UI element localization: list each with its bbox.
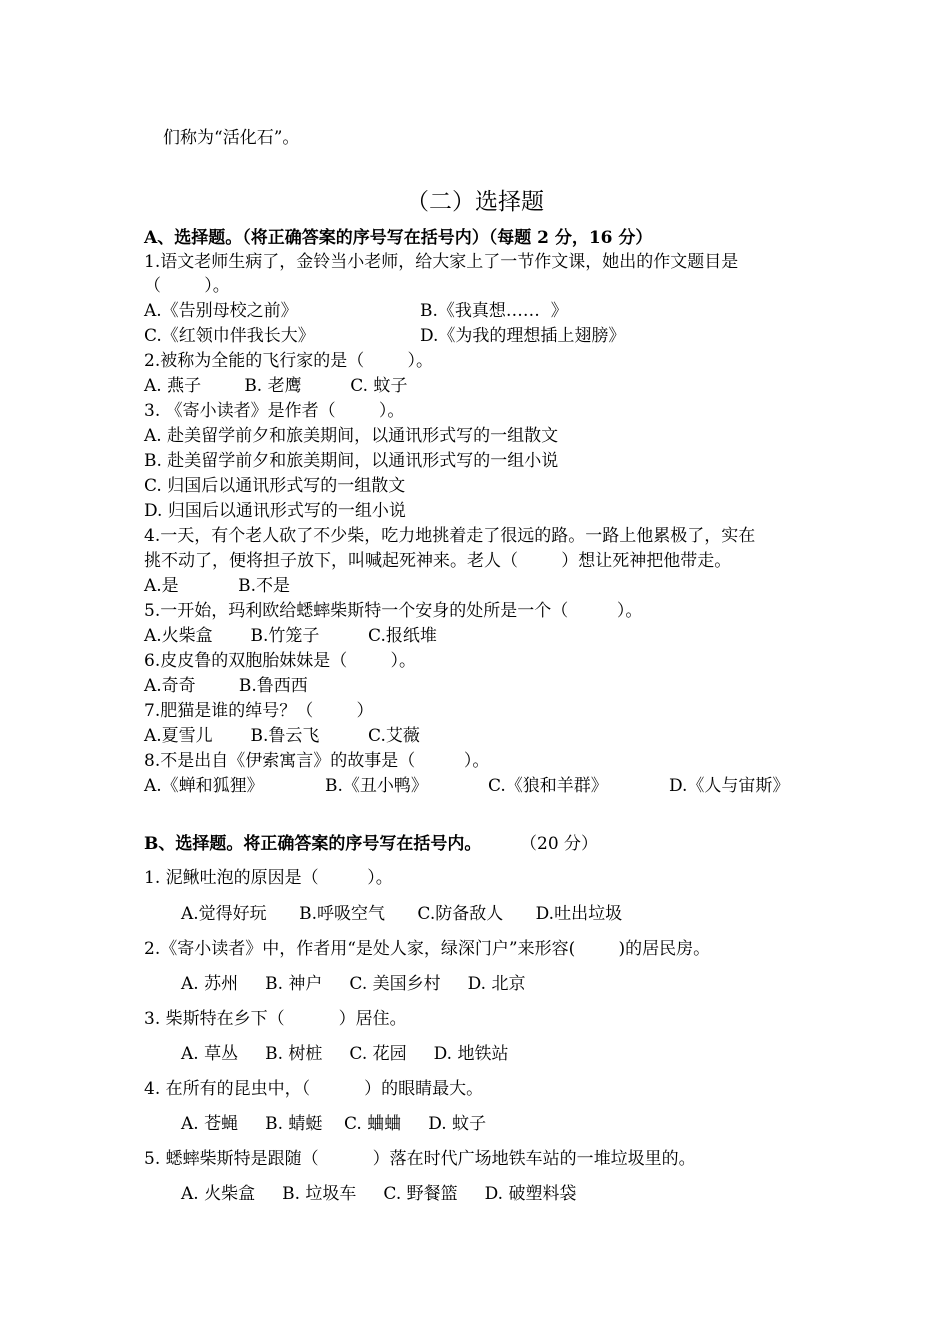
part-a-heading: A、选择题。（将正确答案的序号写在括号内）（每题 2 分，16 分） <box>144 228 653 248</box>
a-q8-option-a: A.《蝉和狐狸》 <box>144 776 264 796</box>
a-q8-option-c: C.《狼和羊群》 <box>488 776 608 796</box>
part-b-score: （20 分） <box>520 834 599 854</box>
a-q4-line1: 4.一天，有个老人砍了不少柴，吃力地挑着走了很远的路。一路上他累极了，实在 <box>144 526 756 546</box>
a-q1-option-b: B.《我真想…… 》 <box>420 301 568 321</box>
b-q1-options: A.觉得好玩 B.呼吸空气 C.防备敌人 D.吐出垃圾 <box>181 904 623 924</box>
b-q4-options: A. 苍蝇 B. 蜻蜓 C. 蛐蛐 D. 蚊子 <box>181 1114 487 1134</box>
a-q7-options: A.夏雪儿 B.鲁云飞 C.艾薇 <box>144 726 420 746</box>
a-q7: 7.肥猫是谁的绰号？（ ） <box>144 701 374 721</box>
b-q2-options: A. 苏州 B. 神户 C. 美国乡村 D. 北京 <box>181 974 526 994</box>
a-q3-option-d: D. 归国后以通讯形式写的一组小说 <box>144 501 406 521</box>
a-q2: 2.被称为全能的飞行家的是（ ）。 <box>144 351 433 371</box>
a-q1-line1: 1.语文老师生病了，金铃当小老师，给大家上了一节作文课，她出的作文题目是 <box>144 252 739 272</box>
a-q3-option-c: C. 归国后以通讯形式写的一组散文 <box>144 476 406 496</box>
a-q4-options: A.是 B.不是 <box>144 576 291 596</box>
a-q6-options: A.奇奇 B.鲁西西 <box>144 676 308 696</box>
a-q8: 8.不是出自《伊索寓言》的故事是（ ）。 <box>144 751 490 771</box>
b-q2: 2.《寄小读者》中，作者用“是处人家，绿深门户”来形容( )的居民房。 <box>144 939 711 959</box>
a-q1-line2: （ ）。 <box>144 276 230 296</box>
b-q5-options: A. 火柴盒 B. 垃圾车 C. 野餐篮 D. 破塑料袋 <box>181 1184 577 1204</box>
a-q4-line2: 挑不动了，便将担子放下，叫喊起死神来。老人（ ）想让死神把他带走。 <box>144 551 732 571</box>
b-q5: 5. 蟋蟀柴斯特是跟随（ ）落在时代广场地铁车站的一堆垃圾里的。 <box>144 1149 696 1169</box>
a-q1-option-c: C.《红领巾伴我长大》 <box>144 326 315 346</box>
intro-tail-text: 们称为“活化石”。 <box>163 128 300 148</box>
a-q6: 6.皮皮鲁的双胞胎妹妹是（ ）。 <box>144 651 416 671</box>
a-q5: 5.一开始，玛利欧给蟋蟀柴斯特一个安身的处所是一个（ ）。 <box>144 601 643 621</box>
b-q3-options: A. 草丛 B. 树桩 C. 花园 D. 地铁站 <box>181 1044 509 1064</box>
a-q1-option-d: D.《为我的理想插上翅膀》 <box>420 326 626 346</box>
a-q8-option-d: D.《人与宙斯》 <box>669 776 790 796</box>
a-q2-options: A. 燕子 B. 老鹰 C. 蚊子 <box>144 376 408 396</box>
part-b-heading: B、选择题。将正确答案的序号写在括号内。 <box>144 834 482 854</box>
b-q4: 4. 在所有的昆虫中，（ ）的眼睛最大。 <box>144 1079 484 1099</box>
section-title: （二）选择题 <box>406 189 544 215</box>
a-q3-option-b: B. 赴美留学前夕和旅美期间，以通讯形式写的一组小说 <box>144 451 559 471</box>
a-q3: 3. 《寄小读者》是作者（ ）。 <box>144 401 405 421</box>
b-q3: 3. 柴斯特在乡下（ ）居住。 <box>144 1009 407 1029</box>
a-q8-option-b: B.《丑小鸭》 <box>325 776 428 796</box>
a-q3-option-a: A. 赴美留学前夕和旅美期间，以通讯形式写的一组散文 <box>144 426 559 446</box>
a-q1-option-a: A.《告别母校之前》 <box>144 301 298 321</box>
a-q5-options: A.火柴盒 B.竹笼子 C.报纸堆 <box>144 626 437 646</box>
b-q1: 1. 泥鳅吐泡的原因是（ ）。 <box>144 868 393 888</box>
